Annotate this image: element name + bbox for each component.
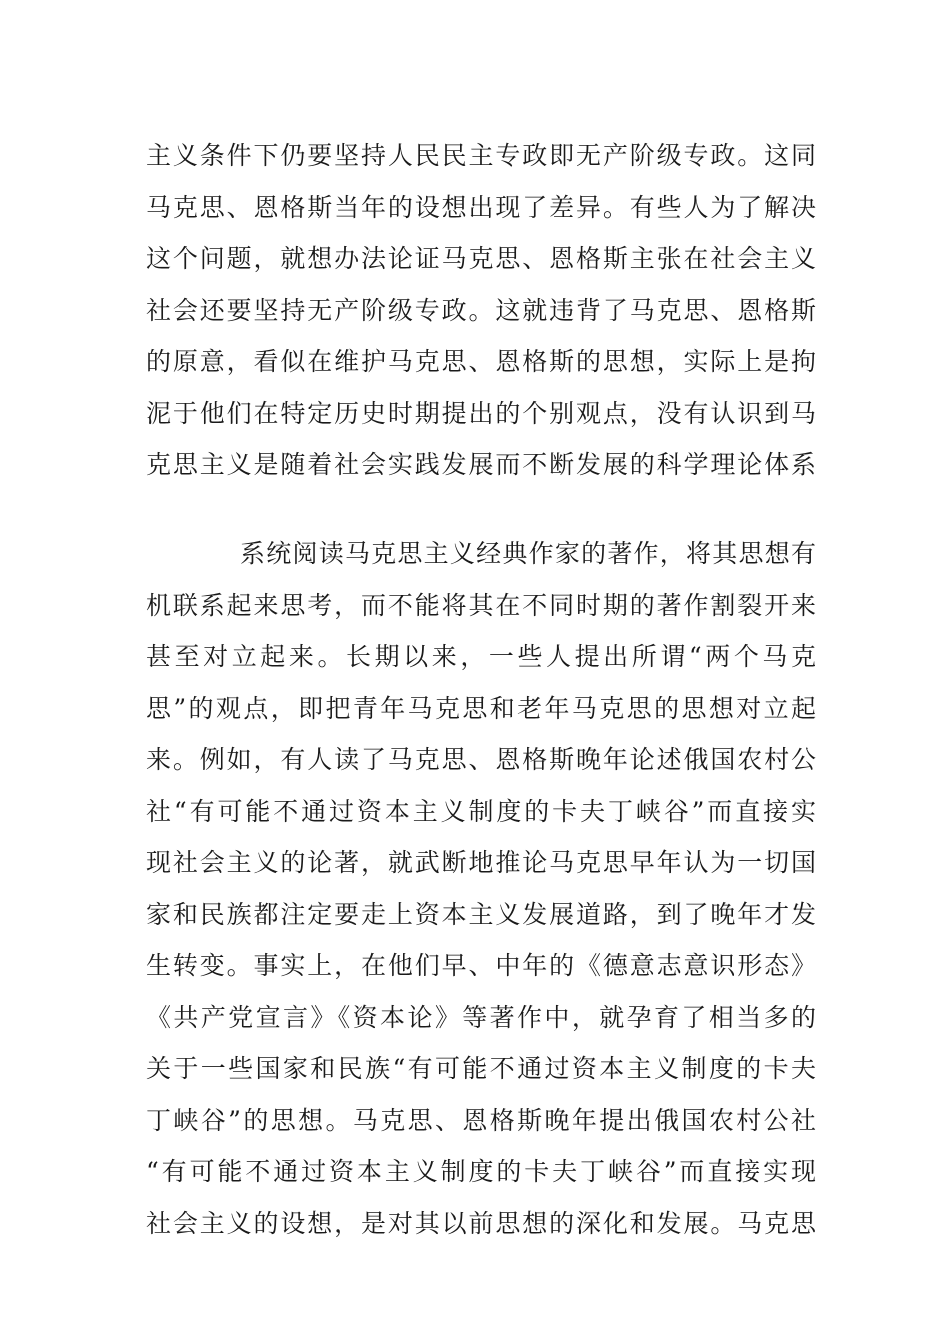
paragraph-line: 《共产党宣言》《资本论》等著作中，就孕育了相当多的: [146, 1002, 816, 1032]
paragraph-line: 社会主义的设想，是对其以前思想的深化和发展。马克思: [146, 1208, 816, 1238]
paragraph-line: 克思主义是随着社会实践发展而不断发展的科学理论体系: [146, 450, 816, 479]
paragraph-line: 这个问题，就想办法论证马克思、恩格斯主张在社会主义: [146, 244, 816, 273]
paragraph-line: 机联系起来思考，而不能将其在不同时期的著作割裂开来: [146, 590, 816, 620]
paragraph-line: 现社会主义的论著，就武断地推论马克思早年认为一切国: [146, 848, 816, 877]
paragraph-line: 关于一些国家和民族“有可能不通过资本主义制度的卡夫: [146, 1054, 816, 1083]
paragraph-1: [146, 130, 816, 491]
paragraph-line-indented: 系统阅读马克思主义经典作家的著作，将其思想有: [240, 539, 816, 568]
paragraph-line: 主义条件下仍要坚持人民民主专政即无产阶级专政。这同: [146, 141, 816, 170]
paragraph-line: 马克思、恩格斯当年的设想出现了差异。有些人为了解决: [146, 192, 816, 222]
paragraph-2: [146, 528, 816, 1249]
paragraph-line: 社会还要坚持无产阶级专政。这就违背了马克思、恩格斯: [146, 295, 816, 325]
paragraph-line: “有可能不通过资本主义制度的卡夫丁峡谷”而直接实现: [146, 1157, 816, 1186]
paragraph-line: 甚至对立起来。长期以来，一些人提出所谓“两个马克: [146, 642, 816, 671]
paragraph-line: 思”的观点，即把青年马克思和老年马克思的思想对立起: [146, 693, 816, 723]
paragraph-line: 社“有可能不通过资本主义制度的卡夫丁峡谷”而直接实: [146, 796, 816, 826]
paragraph-line: 生转变。事实上，在他们早、中年的《德意志意识形态》: [146, 951, 816, 980]
paragraph-line: 来。例如，有人读了马克思、恩格斯晚年论述俄国农村公: [146, 745, 816, 774]
paragraph-line: 的原意，看似在维护马克思、恩格斯的思想，实际上是拘: [146, 347, 816, 376]
paragraph-line: 丁峡谷”的思想。马克思、恩格斯晚年提出俄国农村公社: [146, 1105, 816, 1135]
paragraph-line: 家和民族都注定要走上资本主义发展道路，到了晚年才发: [146, 899, 816, 929]
paragraph-line: 泥于他们在特定历史时期提出的个别观点，没有认识到马: [146, 398, 816, 428]
